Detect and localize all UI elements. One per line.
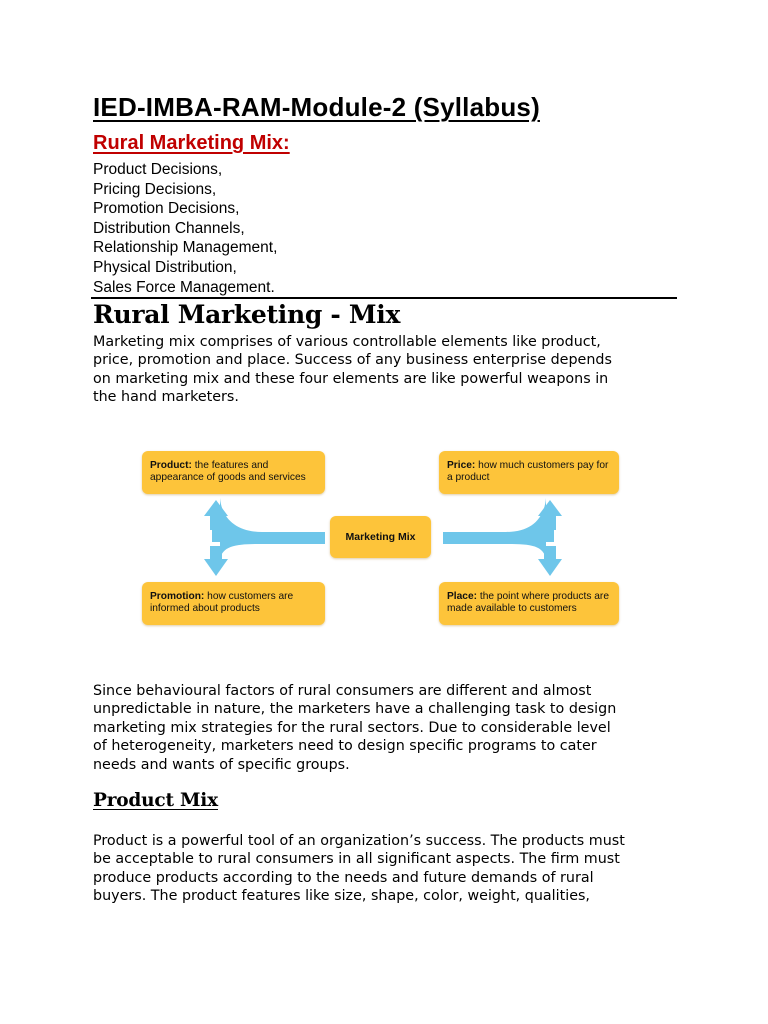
paragraph-line: the hand marketers. bbox=[93, 389, 239, 406]
behavioural-factors-paragraph bbox=[93, 682, 683, 774]
syllabus-list bbox=[93, 160, 277, 297]
paragraph-line: Product is a powerful tool of an organization’s success. The products must bbox=[93, 833, 625, 849]
list-item: Distribution Channels, bbox=[93, 219, 245, 237]
paragraph-line: Marketing mix comprises of various controllable elements like product, bbox=[93, 334, 601, 350]
diagram-box-label: Price: bbox=[447, 460, 479, 471]
list-item: Promotion Decisions, bbox=[93, 200, 240, 218]
paragraph-line: of heterogeneity, marketers need to design specific programs to cater bbox=[93, 738, 597, 755]
paragraph-line: Since behavioural factors of rural consumers are different and almost bbox=[93, 683, 592, 699]
diagram-box-place bbox=[439, 582, 619, 625]
left-up-arrowhead bbox=[204, 500, 228, 516]
right-up-stem bbox=[544, 514, 556, 530]
paragraph-line: price, promotion and place. Success of any business enterprise depends bbox=[93, 352, 612, 369]
list-item: Sales Force Management. bbox=[93, 278, 275, 296]
diagram-box-label: Promotion: bbox=[150, 591, 208, 602]
section-heading-product-mix: Product Mix bbox=[93, 790, 218, 811]
list-item: Relationship Management, bbox=[93, 239, 278, 257]
diagram-box-promotion bbox=[142, 582, 325, 625]
page-title: IED-IMBA-RAM-Module-2 (Syllabus) bbox=[93, 92, 540, 122]
right-fork-arrow bbox=[443, 498, 554, 560]
diagram-box-text: how much customers pay for a product bbox=[447, 460, 609, 484]
diagram-box-text: the point where products are made available to customers bbox=[447, 591, 609, 615]
horizontal-divider bbox=[91, 297, 677, 299]
paragraph-line: produce products according to the needs and future demands of rural bbox=[93, 869, 594, 886]
left-down-stem bbox=[210, 546, 222, 561]
right-down-stem bbox=[544, 546, 556, 561]
section-heading-marketing-mix: Rural Marketing - Mix bbox=[93, 300, 401, 329]
product-mix-paragraph bbox=[93, 832, 683, 906]
paragraph-line: unpredictable in nature, the marketers have a challenging task to design bbox=[93, 701, 617, 718]
paragraph-line: buyers. The product features like size, shape, color, weight, qualities, bbox=[93, 888, 590, 905]
paragraph-line: marketing mix strategies for the rural sectors. Due to considerable level bbox=[93, 719, 611, 736]
list-item: Product Decisions, bbox=[93, 161, 223, 178]
list-item: Physical Distribution, bbox=[93, 258, 237, 276]
list-item: Pricing Decisions, bbox=[93, 180, 217, 198]
left-fork-arrow bbox=[212, 498, 325, 560]
right-down-arrowhead bbox=[538, 559, 562, 576]
paragraph-line: be acceptable to rural consumers in all significant aspects. The firm must bbox=[93, 851, 620, 868]
marketing-mix-paragraph bbox=[93, 333, 683, 407]
diagram-box-price bbox=[439, 451, 619, 494]
diagram-box-label: Product: bbox=[150, 460, 195, 471]
diagram-box-marketing-mix: Marketing Mix bbox=[330, 516, 431, 558]
paragraph-line: on marketing mix and these four elements are like powerful weapons in bbox=[93, 370, 609, 387]
left-up-stem bbox=[210, 514, 222, 530]
diagram-box-label: Place: bbox=[447, 591, 480, 602]
diagram-box-product bbox=[142, 451, 325, 494]
diagram-box-text: the features and appearance of goods and services bbox=[150, 460, 306, 484]
left-down-arrowhead bbox=[204, 559, 228, 576]
paragraph-line: needs and wants of specific groups. bbox=[93, 756, 350, 773]
right-up-arrowhead bbox=[538, 500, 562, 516]
syllabus-heading: Rural Marketing Mix: bbox=[93, 132, 290, 154]
diagram-box-text: how customers are informed about products bbox=[150, 591, 294, 615]
